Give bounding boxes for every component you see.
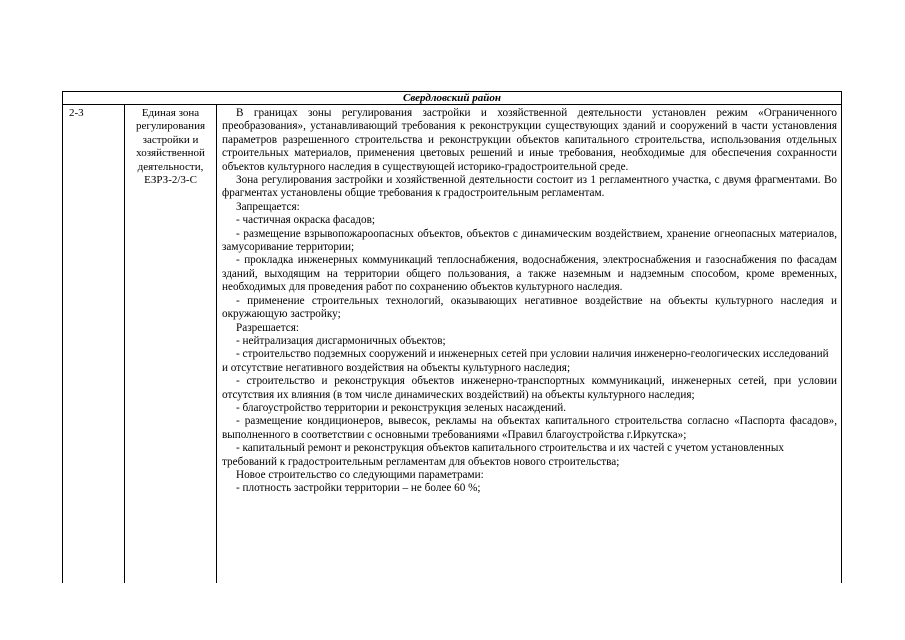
paragraph: - благоустройство территории и реконструкция зеленых насаждений.: [236, 401, 567, 414]
zone-name-line: ЕЗРЗ-2/3-С: [144, 174, 197, 187]
paragraph: Зона регулирования застройки и хозяйственной деятельности состоит из 1 регламентного участка, с двумя фрагментами. Во фрагментах установлены общие требования к градостроительным регламентам.: [222, 174, 837, 200]
paragraph: - размещение взрывопожароопасных объектов, объектов с динамическим воздействием, хранение огнеопасных материалов, замусоривание территории;: [222, 227, 837, 254]
paragraph: - размещение кондиционеров, вывесок, рекламы на объектах капитального строительства согласно «Паспорта фасадов», выполненного в соответствии с основными требованиями «Правил благоустройства г.Иркутска»;: [222, 415, 837, 441]
zone-name-line: хозяйственной: [136, 147, 205, 160]
zone-name-line: Единая зона: [141, 107, 200, 119]
paragraph: - плотность застройки территории – не более 60 %;: [236, 482, 481, 495]
zone-name-cell: [125, 105, 217, 583]
zone-name-line: застройки и: [142, 133, 199, 146]
paragraph: - строительство и реконструкция объектов инженерно-транспортных коммуникаций, инженерных сетей, при условии отсутствия их влияния (в том числе динамических воздействий) на объекты культурного наследия;: [222, 375, 837, 401]
paragraph: - капитальный ремонт и реконструкция объектов капитального строительства и их частей с учетом установленных требований к градостроительным регламентам для объектов нового строительства;: [222, 442, 784, 468]
paragraph: - прокладка инженерных коммуникаций теплоснабжения, водоснабжения, электроснабжения и газоснабжения по фасадам зданий, выходящим на территории общего пользования, а также наземным и надземным способом, кроме временных, необходимых для проведения работ по сохранению объектов культурного наследия.: [222, 254, 837, 294]
regulation-table: [62, 91, 842, 583]
zone-name-line: регулирования: [135, 120, 206, 133]
zone-name-line: деятельности,: [137, 160, 204, 173]
paragraph: В границах зоны регулирования застройки и хозяйственной деятельности установлен режим «Ограниченного преобразования», устанавливающий требования к реконструкции существующих зданий и сооружений в части установления параметров разрешенного строительства и реконструкции объектов капитального строительства, использования отдельных строительных материалов, применения цветовых решений и иные требования, необходимые для обеспечения сохранности объектов культурного наследия в существующей историко-градостроительной среде.: [222, 107, 837, 173]
district-header: Свердловский район: [63, 92, 841, 105]
paragraph: Разрешается:: [236, 321, 299, 334]
row-number: 2-3: [63, 105, 125, 583]
paragraph: - частичная окраска фасадов;: [236, 214, 376, 227]
paragraph: - нейтрализация дисгармоничных объектов;: [236, 334, 446, 347]
paragraph: - применение строительных технологий, оказывающих негативное воздействие на объекты культурного наследия и окружающую застройку;: [222, 294, 837, 321]
table-row: [63, 105, 841, 583]
paragraph: Новое строительство со следующими параметрами:: [236, 468, 484, 481]
requirements-cell: [217, 105, 841, 583]
paragraph: Запрещается:: [236, 200, 300, 213]
paragraph: - строительство подземных сооружений и инженерных сетей при условии наличия инженерно-геологических исследований и отсутствие негативного воздействия на объекты культурного наследия;: [222, 348, 829, 374]
